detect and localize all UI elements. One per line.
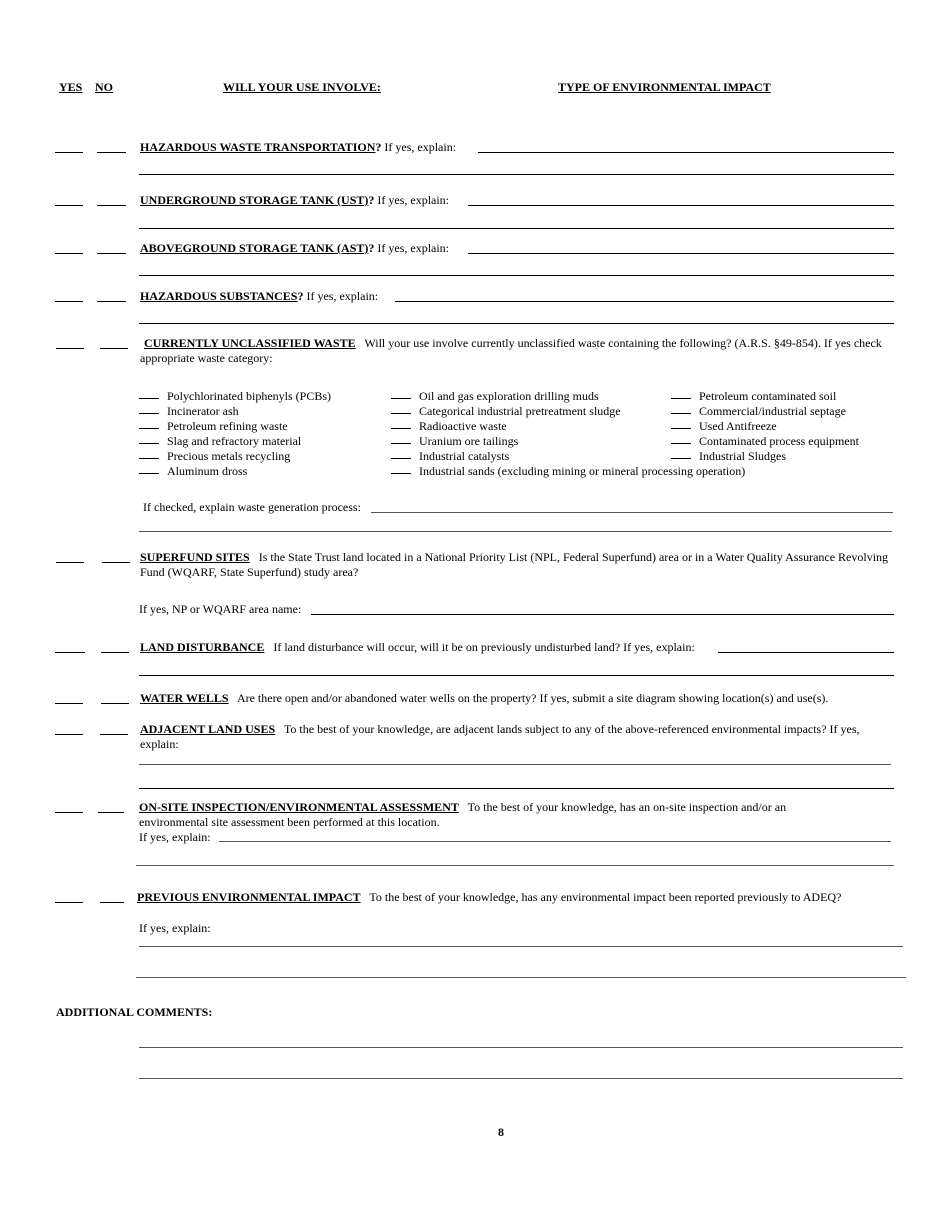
previous-impact-no-blank[interactable] (100, 902, 124, 903)
land-disturbance-yes-blank[interactable] (55, 652, 85, 653)
waste-category-row[interactable] (671, 388, 859, 403)
waste-category-row[interactable] (139, 418, 331, 433)
yes-column-header: YES (59, 80, 83, 94)
checkbox-blank[interactable] (139, 403, 159, 414)
water-wells-no-blank[interactable] (101, 703, 129, 704)
water-wells-item (140, 691, 828, 705)
waste-category-row[interactable] (671, 418, 859, 433)
unclassified-waste-yes-blank[interactable] (56, 348, 84, 349)
superfund-title: SUPERFUND SITES (140, 550, 250, 564)
onsite-inspection-yes-blank[interactable] (55, 812, 83, 813)
adjacent-land-title: ADJACENT LAND USES (140, 722, 276, 736)
onsite-inspection-text: To the best of your knowledge, has an on-site inspection and/or an environmental site assessment been performed at this location. (139, 800, 787, 829)
water-wells-yes-blank[interactable] (55, 703, 83, 704)
ast-title: ABOVEGROUND STORAGE TANK (AST) (140, 241, 369, 255)
adjacent-land-item (140, 722, 892, 752)
impact-type-header: TYPE OF ENVIRONMENTAL IMPACT (558, 80, 771, 94)
waste-category-label: Used Antifreeze (699, 419, 777, 433)
land-disturbance-text: If land disturbance will occur, will it be on previously undisturbed land? If yes, explain: (273, 640, 695, 654)
hazardous-waste-transport-no-blank[interactable] (97, 152, 126, 153)
waste-generation-explain-prompt: If checked, explain waste generation process: (143, 500, 361, 514)
hazardous-substances-item (140, 289, 378, 303)
ast-yes-blank[interactable] (55, 253, 83, 254)
unclassified-waste-item (140, 336, 890, 366)
question-mark: ? (368, 193, 375, 207)
previous-impact-explain-prompt: If yes, explain: (139, 921, 211, 935)
hazardous-waste-transport-item (140, 140, 456, 154)
superfund-area-name-line[interactable] (311, 614, 894, 615)
explain-prompt: If yes, explain: (384, 140, 457, 154)
checkbox-blank[interactable] (391, 448, 411, 459)
ust-no-blank[interactable] (97, 205, 126, 206)
ust-title: UNDERGROUND STORAGE TANK (UST) (140, 193, 369, 207)
land-disturbance-item (140, 640, 695, 654)
superfund-area-name-prompt: If yes, NP or WQARF area name: (139, 602, 302, 616)
checkbox-blank[interactable] (139, 433, 159, 444)
question-mark: ? (375, 140, 382, 154)
adjacent-land-yes-blank[interactable] (55, 734, 83, 735)
unclassified-waste-text: Will your use involve currently unclassified waste containing the following? (A.R.S. §49-854). If yes check appropriate waste category: (140, 336, 882, 365)
water-wells-text: Are there open and/or abandoned water wells on the property? If yes, submit a site diagram showing location(s) and use(s). (236, 691, 829, 705)
ast-explain-line-2[interactable] (139, 275, 894, 276)
hazardous-substances-explain-line[interactable] (395, 301, 894, 302)
waste-category-label: Industrial Sludges (699, 449, 786, 463)
waste-category-row[interactable] (139, 463, 331, 478)
explain-prompt: If yes, explain: (377, 193, 450, 207)
checkbox-blank[interactable] (139, 463, 159, 474)
additional-comments-line-1[interactable] (139, 1047, 903, 1048)
onsite-inspection-no-blank[interactable] (98, 812, 124, 813)
hazardous-substances-title: HAZARDOUS SUBSTANCES (140, 289, 298, 303)
adjacent-land-explain-line-2[interactable] (139, 788, 894, 789)
checkbox-blank[interactable] (671, 418, 691, 429)
waste-category-label: Radioactive waste (419, 419, 507, 433)
hazardous-waste-transport-explain-line-2[interactable] (139, 174, 894, 175)
waste-generation-explain-line-2[interactable] (139, 531, 892, 532)
superfund-no-blank[interactable] (102, 562, 130, 563)
checkbox-blank[interactable] (671, 448, 691, 459)
unclassified-waste-no-blank[interactable] (100, 348, 128, 349)
checkbox-blank[interactable] (139, 388, 159, 399)
onsite-inspection-item (139, 800, 839, 830)
waste-generation-explain-line[interactable] (371, 512, 893, 513)
checkbox-blank[interactable] (391, 388, 411, 399)
onsite-inspection-explain-line[interactable] (219, 841, 891, 842)
waste-category-row[interactable] (671, 403, 859, 418)
adjacent-land-explain-line[interactable] (139, 764, 891, 765)
hazardous-waste-transport-yes-blank[interactable] (55, 152, 83, 153)
waste-category-label: Industrial catalysts (419, 449, 510, 463)
waste-category-label: Petroleum contaminated soil (699, 389, 837, 403)
hazardous-substances-no-blank[interactable] (97, 301, 126, 302)
onsite-inspection-explain-prompt: If yes, explain: (139, 830, 211, 844)
hazardous-substances-explain-line-2[interactable] (139, 323, 894, 324)
checkbox-blank[interactable] (391, 403, 411, 414)
unclassified-waste-title: CURRENTLY UNCLASSIFIED WASTE (144, 336, 356, 350)
checkbox-blank[interactable] (139, 448, 159, 459)
waste-category-label: Slag and refractory material (167, 434, 302, 448)
checkbox-blank[interactable] (671, 433, 691, 444)
waste-category-row[interactable] (671, 433, 859, 448)
checkbox-blank[interactable] (391, 418, 411, 429)
page-number: 8 (498, 1125, 504, 1139)
superfund-text: Is the State Trust land located in a National Priority List (NPL, Federal Superfund) area or in a Water Quality Assurance Revolving Fund (WQARF, State Superfund) study area? (140, 550, 889, 579)
land-disturbance-explain-line[interactable] (718, 652, 894, 653)
waste-category-label: Polychlorinated biphenyls (PCBs) (167, 389, 331, 403)
hazardous-waste-transport-title: HAZARDOUS WASTE TRANSPORTATION (140, 140, 376, 154)
previous-impact-explain-line[interactable] (139, 946, 903, 947)
superfund-item (140, 550, 892, 580)
hazardous-substances-yes-blank[interactable] (55, 301, 83, 302)
question-mark: ? (368, 241, 375, 255)
will-use-involve-header: WILL YOUR USE INVOLVE: (223, 80, 381, 94)
waste-category-label: Categorical industrial pretreatment sludge (419, 404, 621, 418)
waste-category-label: Industrial sands (excluding mining or mineral processing operation) (419, 464, 746, 478)
checkbox-blank[interactable] (391, 433, 411, 444)
waste-category-label: Aluminum dross (167, 464, 248, 478)
additional-comments-line-2[interactable] (139, 1078, 903, 1079)
waste-category-label: Precious metals recycling (167, 449, 291, 463)
land-disturbance-no-blank[interactable] (101, 652, 129, 653)
previous-impact-item (137, 890, 841, 904)
checkbox-blank[interactable] (671, 403, 691, 414)
ast-no-blank[interactable] (97, 253, 126, 254)
waste-category-column-3 (671, 388, 859, 463)
waste-category-row[interactable] (391, 463, 745, 478)
onsite-inspection-title: ON-SITE INSPECTION/ENVIRONMENTAL ASSESSMENT (139, 800, 459, 814)
checkbox-blank[interactable] (671, 388, 691, 399)
explain-prompt: If yes, explain: (377, 241, 450, 255)
land-disturbance-explain-line-2[interactable] (139, 675, 894, 676)
previous-impact-yes-blank[interactable] (55, 902, 83, 903)
ust-explain-line[interactable] (468, 205, 894, 206)
adjacent-land-no-blank[interactable] (100, 734, 128, 735)
previous-impact-text: To the best of your knowledge, has any environmental impact been reported previously to ADEQ? (369, 890, 842, 904)
ast-item (140, 241, 449, 255)
waste-category-label: Incinerator ash (167, 404, 239, 418)
waste-category-label: Petroleum refining waste (167, 419, 288, 433)
waste-category-row[interactable] (139, 403, 331, 418)
waste-category-label: Commercial/industrial septage (699, 404, 846, 418)
ust-yes-blank[interactable] (55, 205, 83, 206)
explain-prompt: If yes, explain: (306, 289, 379, 303)
superfund-yes-blank[interactable] (56, 562, 84, 563)
waste-category-column-1 (139, 388, 331, 478)
water-wells-title: WATER WELLS (140, 691, 229, 705)
land-disturbance-title: LAND DISTURBANCE (140, 640, 265, 654)
previous-impact-title: PREVIOUS ENVIRONMENTAL IMPACT (137, 890, 361, 904)
waste-category-row[interactable] (139, 388, 331, 403)
no-column-header: NO (95, 80, 113, 94)
additional-comments-label: ADDITIONAL COMMENTS: (56, 1005, 213, 1019)
checkbox-blank[interactable] (139, 418, 159, 429)
hazardous-waste-transport-explain-line[interactable] (478, 152, 894, 153)
previous-impact-explain-line-2[interactable] (136, 977, 906, 978)
onsite-inspection-explain-line-2[interactable] (136, 865, 894, 866)
waste-category-row[interactable] (139, 433, 331, 448)
question-mark: ? (297, 289, 304, 303)
checkbox-blank[interactable] (391, 463, 411, 474)
waste-category-row[interactable] (671, 448, 859, 463)
waste-category-label: Uranium ore tailings (419, 434, 519, 448)
ast-explain-line[interactable] (468, 253, 894, 254)
waste-category-label: Contaminated process equipment (699, 434, 859, 448)
ust-explain-line-2[interactable] (139, 228, 894, 229)
adjacent-land-text: To the best of your knowledge, are adjacent lands subject to any of the above-referenced environmental impacts? If yes, explain: (140, 722, 860, 751)
ust-item (140, 193, 449, 207)
waste-category-row[interactable] (139, 448, 331, 463)
waste-category-label: Oil and gas exploration drilling muds (419, 389, 599, 403)
